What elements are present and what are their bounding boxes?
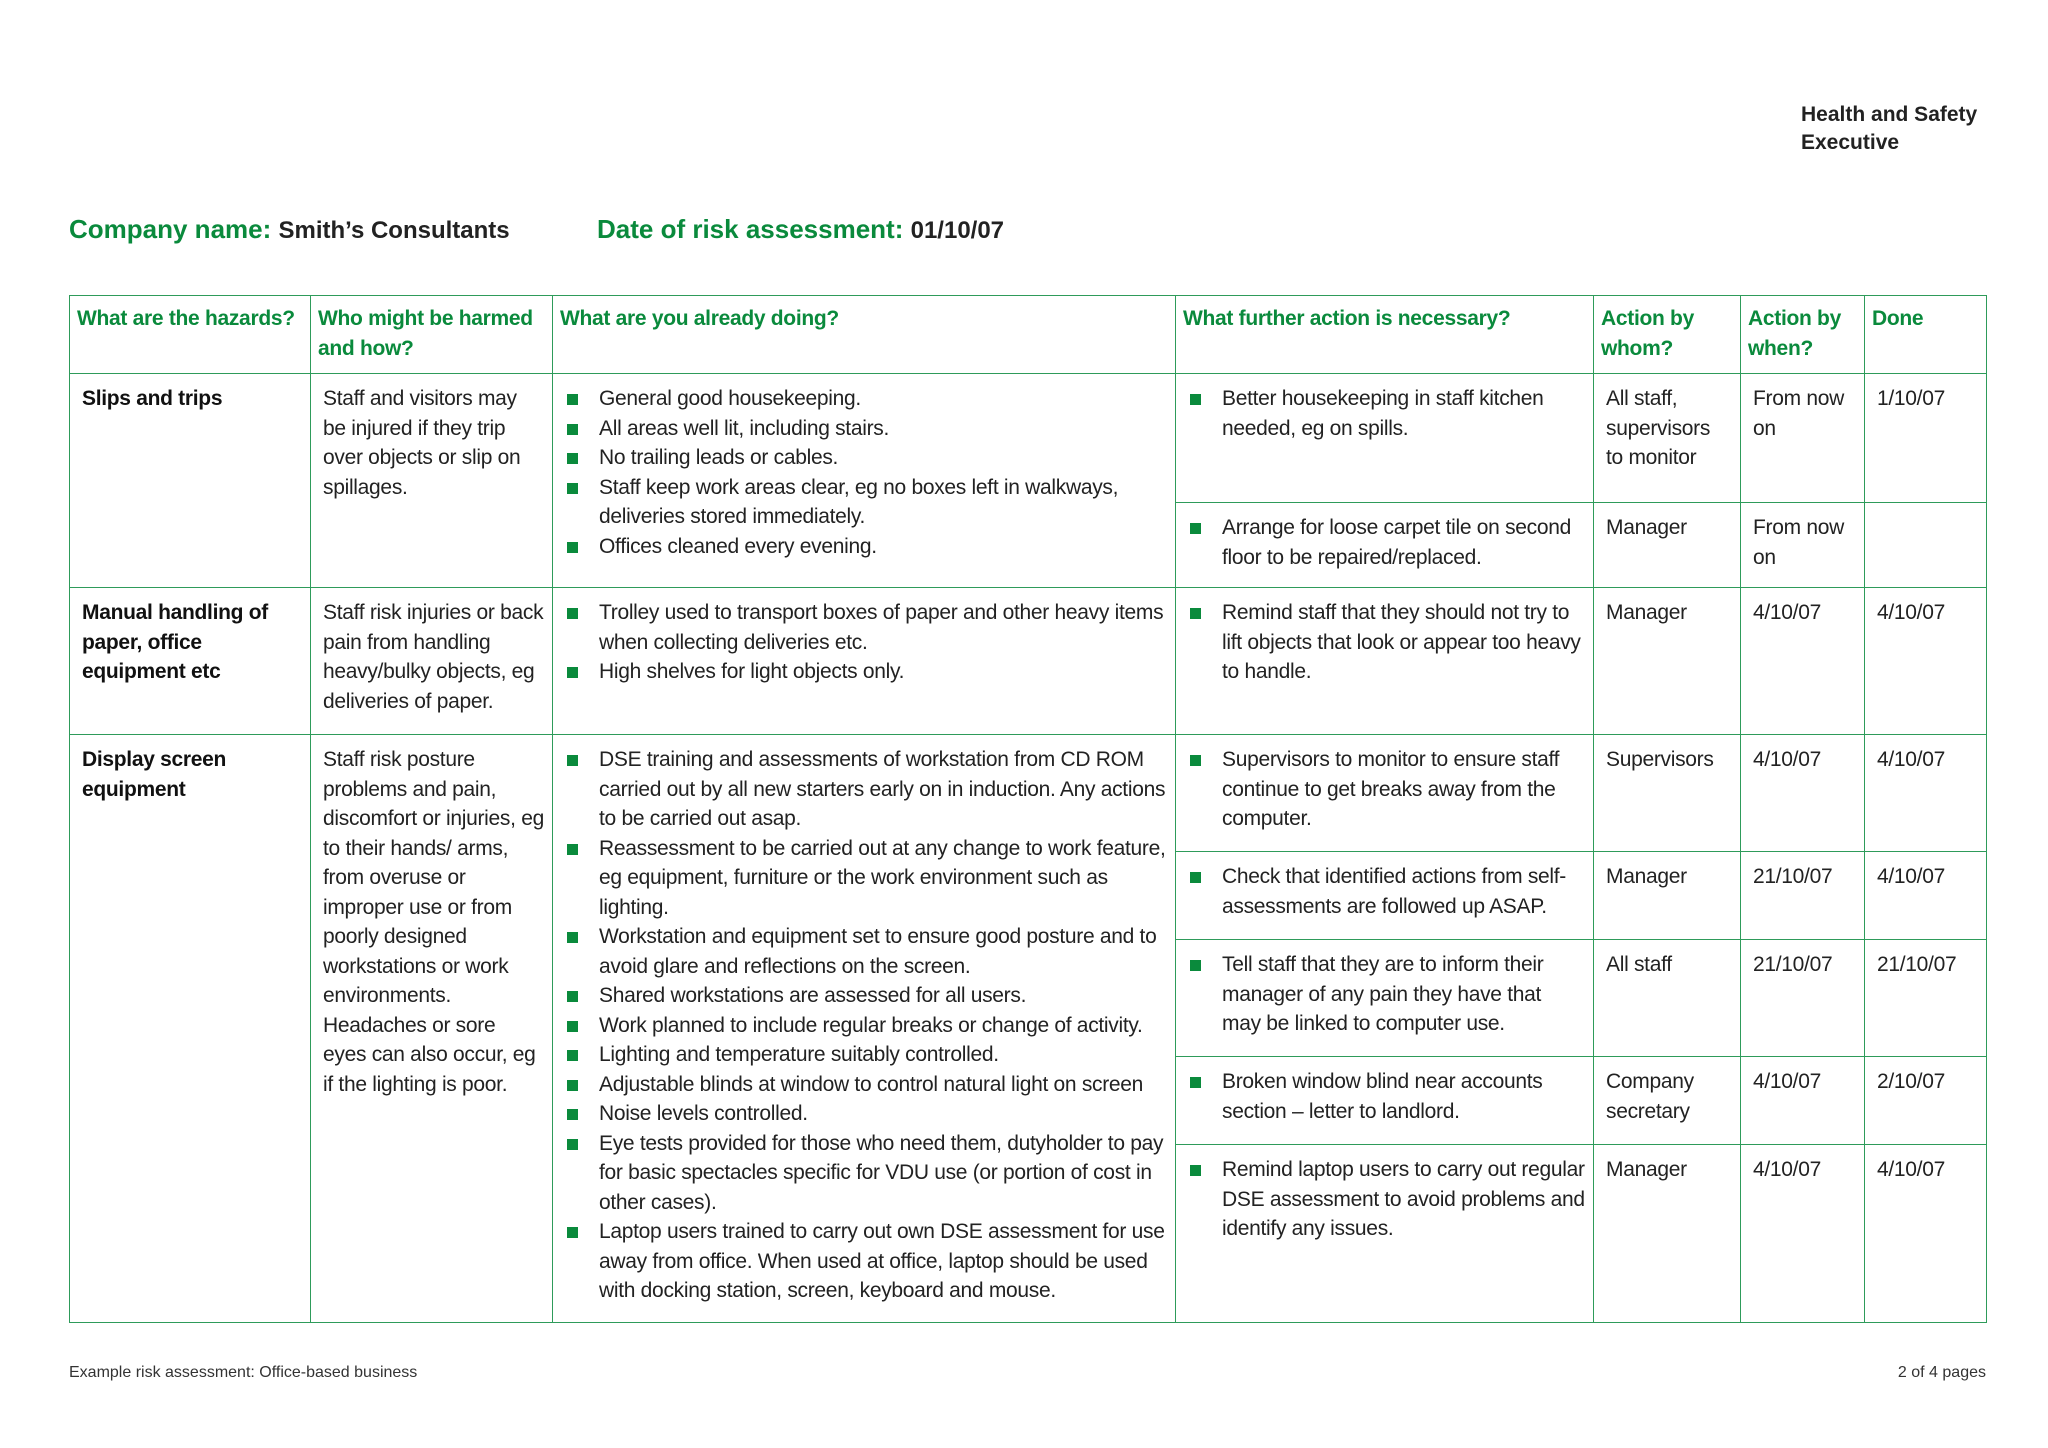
list-item: Adjustable blinds at window to control natural light on screen — [565, 1070, 1167, 1100]
action-whom-cell: All staff — [1594, 940, 1741, 1057]
list-item: Supervisors to monitor to ensure staff continue to get breaks away from the computer. — [1188, 745, 1585, 834]
list-item: No trailing leads or cables. — [565, 443, 1167, 473]
hazard-cell: Display screen equipment — [70, 735, 311, 1323]
further-action-cell — [1176, 1057, 1594, 1145]
header-done: Done — [1865, 296, 1987, 374]
action-when-cell: From now on — [1741, 374, 1865, 503]
already-doing-cell — [553, 588, 1176, 735]
action-when-cell: 4/10/07 — [1741, 588, 1865, 735]
list-item: Reassessment to be carried out at any change to work feature, eg equipment, furniture or the work environment such as lighting. — [565, 834, 1167, 923]
action-whom-cell: Manager — [1594, 503, 1741, 588]
action-whom-cell: Manager — [1594, 852, 1741, 940]
further-action-cell — [1176, 588, 1594, 735]
list-item: Laptop users trained to carry out own DSE assessment for use away from office. When used at office, laptop should be used with docking station, screen, keyboard and mouse. — [565, 1217, 1167, 1306]
table-header-row — [70, 296, 1987, 374]
done-cell: 21/10/07 — [1865, 940, 1987, 1057]
list-item: Offices cleaned every evening. — [565, 532, 1167, 562]
hazard-cell: Slips and trips — [70, 374, 311, 588]
header-who-harmed: Who might be harmed and how? — [311, 296, 553, 374]
done-cell: 2/10/07 — [1865, 1057, 1987, 1145]
list-item: Noise levels controlled. — [565, 1099, 1167, 1129]
list-item: Staff keep work areas clear, eg no boxes left in walkways, deliveries stored immediately. — [565, 473, 1167, 532]
header-hazards: What are the hazards? — [70, 296, 311, 374]
list-item: General good housekeeping. — [565, 384, 1167, 414]
further-action-cell — [1176, 940, 1594, 1057]
list-item: Workstation and equipment set to ensure good posture and to avoid glare and reflections on the screen. — [565, 922, 1167, 981]
header-further-action: What further action is necessary? — [1176, 296, 1594, 374]
action-when-cell: 4/10/07 — [1741, 735, 1865, 852]
action-whom-cell: Manager — [1594, 1145, 1741, 1323]
who-harmed-cell: Staff and visitors may be injured if they trip over objects or slip on spillages. — [311, 374, 553, 588]
company-name-line — [69, 212, 510, 248]
company-name-label: Company name: — [69, 214, 272, 244]
further-action-cell — [1176, 1145, 1594, 1323]
assessment-date-label: Date of risk assessment: — [597, 214, 904, 244]
list-item: All areas well lit, including stairs. — [565, 414, 1167, 444]
list-item: Trolley used to transport boxes of paper and other heavy items when collecting deliveries etc. — [565, 598, 1167, 657]
footer-page-number: 2 of 4 pages — [1897, 1364, 1986, 1381]
header-already-doing: What are you already doing? — [553, 296, 1176, 374]
action-when-cell: 21/10/07 — [1741, 940, 1865, 1057]
action-whom-cell: Supervisors — [1594, 735, 1741, 852]
list-item: DSE training and assessments of workstation from CD ROM carried out by all new starters early on in induction. Any actions to be carried out asap. — [565, 745, 1167, 834]
action-whom-cell: Manager — [1594, 588, 1741, 735]
action-when-cell: From now on — [1741, 503, 1865, 588]
list-item: Better housekeeping in staff kitchen needed, eg on spills. — [1188, 384, 1585, 443]
further-action-cell — [1176, 374, 1594, 503]
list-item: Remind staff that they should not try to lift objects that look or appear too heavy to handle. — [1188, 598, 1585, 687]
list-item: High shelves for light objects only. — [565, 657, 1167, 687]
header-action-by-whom: Action by whom? — [1594, 296, 1741, 374]
action-whom-cell: All staff, supervisors to monitor — [1594, 374, 1741, 503]
list-item: Remind laptop users to carry out regular DSE assessment to avoid problems and identify any issues. — [1188, 1155, 1585, 1244]
who-harmed-cell: Staff risk injuries or back pain from handling heavy/bulky objects, eg deliveries of paper. — [311, 588, 553, 735]
action-whom-cell: Company secretary — [1594, 1057, 1741, 1145]
company-name-value: Smith’s Consultants — [278, 217, 510, 244]
hse-logo-text — [1801, 101, 2021, 157]
list-item: Broken window blind near accounts section – letter to landlord. — [1188, 1067, 1585, 1126]
hazard-cell: Manual handling of paper, office equipment etc — [70, 588, 311, 735]
done-cell: 4/10/07 — [1865, 735, 1987, 852]
table-row — [70, 374, 1987, 503]
done-cell — [1865, 503, 1987, 588]
done-cell: 4/10/07 — [1865, 588, 1987, 735]
further-action-cell — [1176, 852, 1594, 940]
already-doing-cell — [553, 735, 1176, 1323]
list-item: Lighting and temperature suitably controlled. — [565, 1040, 1167, 1070]
header-action-by-when: Action by when? — [1741, 296, 1865, 374]
already-doing-cell — [553, 374, 1176, 588]
table-row — [70, 588, 1987, 735]
list-item: Shared workstations are assessed for all users. — [565, 981, 1167, 1011]
assessment-date-value: 01/10/07 — [910, 217, 1005, 244]
assessment-date-line — [597, 212, 1004, 248]
action-when-cell: 21/10/07 — [1741, 852, 1865, 940]
done-cell: 4/10/07 — [1865, 1145, 1987, 1323]
who-harmed-cell: Staff risk posture problems and pain, discomfort or injuries, eg to their hands/ arms, from overuse or improper use or from poorly designed workstations or work environments. Headaches or sore eyes can also occur, eg if the lighting is poor. — [311, 735, 553, 1323]
list-item: Arrange for loose carpet tile on second floor to be repaired/replaced. — [1188, 513, 1585, 572]
list-item: Check that identified actions from self-assessments are followed up ASAP. — [1188, 862, 1585, 921]
done-cell: 4/10/07 — [1865, 852, 1987, 940]
table-row — [70, 735, 1987, 852]
further-action-cell — [1176, 503, 1594, 588]
logo-line-2: Executive — [1801, 131, 1900, 154]
footer-document-title: Example risk assessment: Office-based business — [69, 1364, 418, 1381]
list-item: Eye tests provided for those who need them, dutyholder to pay for basic spectacles specific for VDU use (or portion of cost in other cases). — [565, 1129, 1167, 1218]
logo-line-1: Health and Safety — [1801, 103, 1978, 126]
action-when-cell: 4/10/07 — [1741, 1145, 1865, 1323]
further-action-cell — [1176, 735, 1594, 852]
done-cell: 1/10/07 — [1865, 374, 1987, 503]
list-item: Tell staff that they are to inform their manager of any pain they have that may be linked to computer use. — [1188, 950, 1585, 1039]
list-item: Work planned to include regular breaks or change of activity. — [565, 1011, 1167, 1041]
action-when-cell: 4/10/07 — [1741, 1057, 1865, 1145]
risk-assessment-table — [69, 295, 1987, 1323]
